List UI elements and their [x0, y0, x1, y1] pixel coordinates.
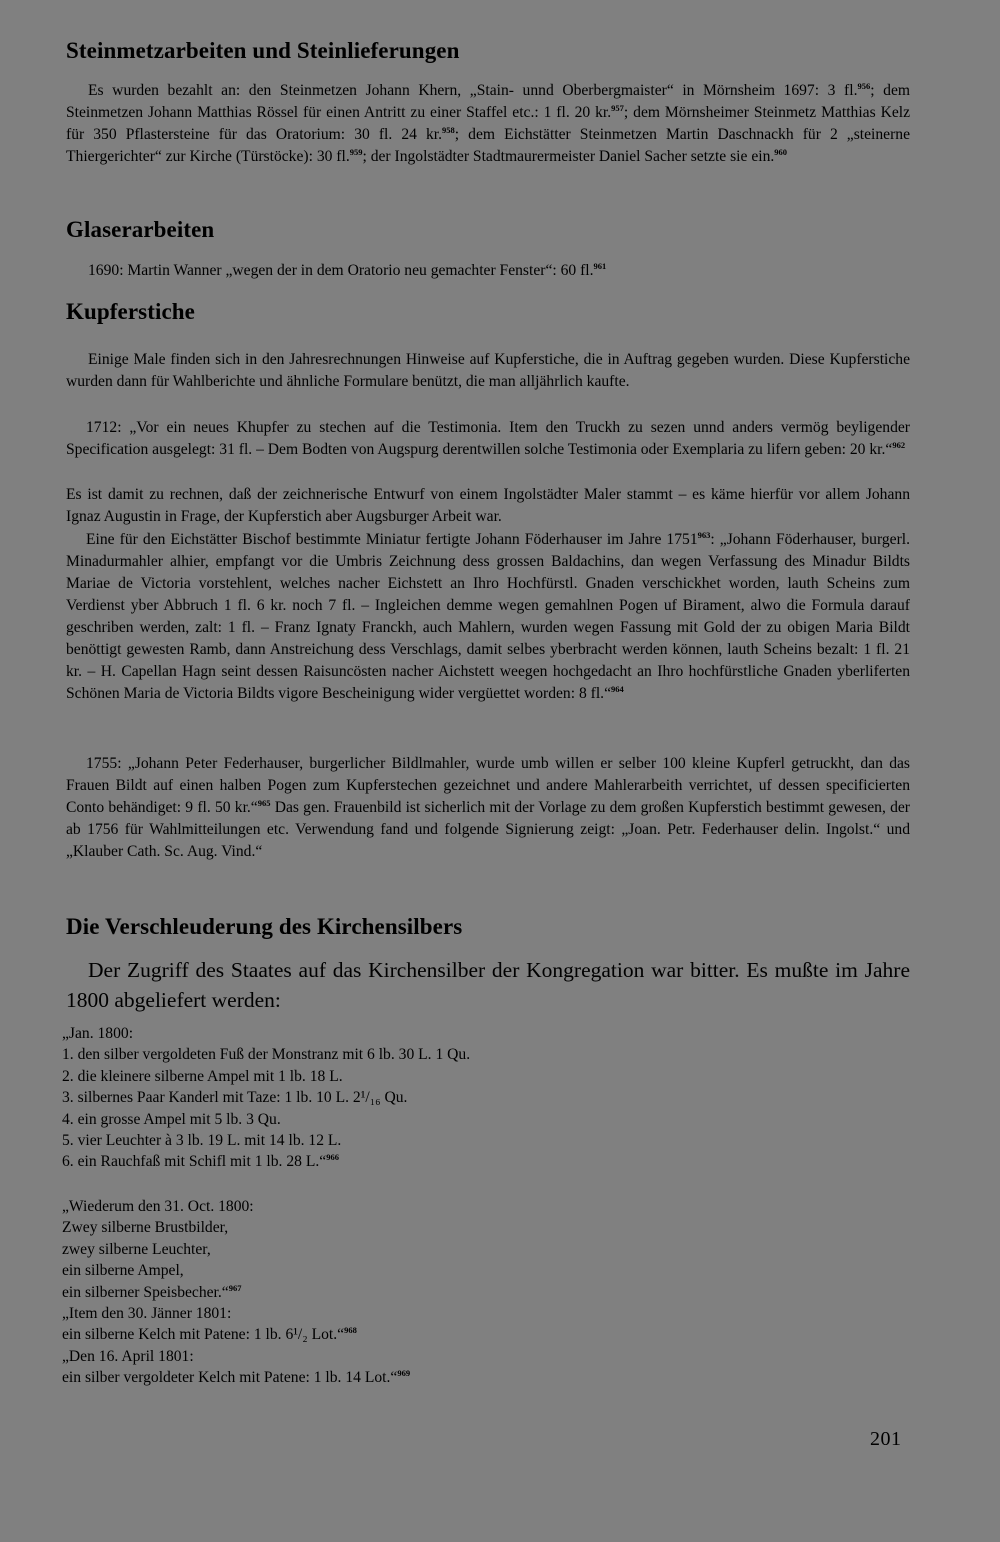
list-item: 4. ein grosse Ampel mit 5 lb. 3 Qu.: [62, 1110, 281, 1128]
text-run: 1712: „Vor ein neues Khupfer zu stechen auf die Testimonia. Item den Truckh zu sezen unnd anders vermög beyligender Specification ausgelegt: 31 fl. – Dem Bodten von Augspurg derentwillen solche Testimonia oder Exemplaria zu lifern geben: 20 kr.“: [66, 419, 910, 458]
list-item: „Jan. 1800:: [62, 1025, 134, 1042]
list-item: „Item den 30. Jänner 1801:: [62, 1305, 232, 1323]
paragraph-kupfer-1755: [66, 753, 910, 863]
text-run: ein silberner Speisbecher.“: [62, 1283, 229, 1301]
text-run: 1690: Martin Wanner „wegen der in dem Oratorio neu gemachter Fenster“: 60 fl.: [88, 262, 594, 279]
text-run: 6. ein Rauchfaß mit Schifl mit 1 lb. 28 L.“: [62, 1153, 327, 1171]
footnote-ref: 965: [257, 798, 271, 808]
footnote-ref: 968: [344, 1325, 357, 1336]
section-heading-kirchensilber: Die Verschleuderung des Kirchensilbers: [66, 914, 463, 939]
silver-list-jan-1800: [62, 1023, 470, 1173]
page-number: 201: [870, 1428, 902, 1450]
list-item: 1. den silber vergoldeten Fuß der Monstranz mit 6 lb. 30 L. 1 Qu.: [62, 1046, 471, 1064]
footnote-ref: 959: [349, 147, 363, 157]
text-run: Es wurden bezahlt an: den Steinmetzen Johann Khern, „Stain- unnd Oberbergmaister“ in Mörnsheim 1697: 3 fl.: [88, 82, 858, 99]
text-run: ; dem Steinmetzen Johann Matthias Rössel für einen Antritt zu einer Staffel etc.: 1 fl. 20 kr.: [66, 82, 910, 121]
list-item: Zwey silberne Brustbilder,: [62, 1219, 229, 1237]
paragraph-kupfer-entwurf: Es ist damit zu rechnen, daß der zeichnerische Entwurf von einem Ingolstädter Maler stammt – es käme hierfür vor allem Johann Ignaz Augustin in Frage, der Kupferstich aber Augsburger Arbeit war.: [66, 486, 910, 525]
section-heading-steinmetzarbeiten: Steinmetzarbeiten und Steinlieferungen: [66, 38, 460, 63]
list-item: [62, 1324, 410, 1345]
footnote-ref: 969: [397, 1368, 411, 1379]
text-run: ein silberne Kelch mit Patene: 1 lb. 6¹/₂ Lot.“: [62, 1326, 345, 1344]
text-run: : „Johann Föderhauser, burgerl. Minadurmahler alhier, empfangt vor die Umbris Zeichnung dess grossen Baldachins, dan wegen Verfassung des Minadur Bildts Mariae de Victoria vorstehlent, welches nacher Eichstett an Ihro Hochfürstl. Gnaden verschickhet worden, lauth Scheins zum Verdienst yber Abbruch 1 fl. 6 kr. noch 7 fl. – Ingleichen demme wegen gemahlnen Pogen uf Birament, alwo die Formula darauf geschriben werden, zalt: 1 fl. – Franz Ignaty Franckh, auch Mahlern, wurden wegen Fassung mit Gold der zu obigen Maria Bildt benöttigt gewesten Ramb, dann Anstreichung dess Verschlags, damit selbes yberbracht werden können, lauth Scheins bezalt: 1 fl. 21 kr. – H. Capellan Hagn seint dessen Raisuncösten nacher Aichstett weegen hochgedacht an Ihro hochfürstliche Gnaden yberliferten Schönen Maria de Victoria Bildts vigore Bescheinigung wider vergüettet worden: 8 fl.“: [66, 531, 911, 702]
text-run: ; der Ingolstädter Stadtmaurermeister Daniel Sacher setzte sie ein.: [362, 148, 775, 165]
lead-paragraph-silber: Der Zugriff des Staates auf das Kirchensilber der Kongregation war bitter. Es mußte im Jahre 1800 abgeliefert werden:: [66, 958, 910, 1012]
footnote-ref: 958: [442, 125, 455, 135]
silver-list-oct-1800: [62, 1196, 410, 1389]
list-item: [62, 1151, 470, 1172]
footnote-ref: 961: [593, 261, 607, 271]
footnote-ref: 963: [697, 530, 711, 540]
list-item: ein silberne Ampel,: [62, 1262, 184, 1280]
text-run: Eine für den Eichstätter Bischof bestimmte Miniatur fertigte Johann Föderhauser im Jahre 1751: [86, 531, 698, 548]
footnote-ref: 960: [774, 147, 788, 157]
paragraph-kupfer-intro: Einige Male finden sich in den Jahresrechnungen Hinweise auf Kupferstiche, die in Auftrag gegeben wurden. Diese Kupferstiche wurden dann für Wahlberichte und ähnliche Formulare benützt, die man alljährlich kaufte.: [66, 351, 910, 390]
footnote-ref: 957: [611, 103, 624, 113]
list-item: [62, 1367, 410, 1388]
list-item: [62, 1282, 410, 1303]
text-run: Das gen. Frauenbild ist sicherlich mit der Vorlage zu dem großen Kupferstich bestimmt gewesen, der ab 1756 für Wahlmitteilungen etc. Verwendung fand und folgende Signierung zeigt: „Joan. Petr. Federhauser delin. Ingolst.“ und „Klauber Cath. Sc. Aug. Vind.“: [66, 799, 910, 860]
list-item: zwey silberne Leuchter,: [62, 1240, 211, 1258]
text-run: 1755: „Johann Peter Federhauser, burgerlicher Bildlmahler, wurde umb willen er selber 100 kleine Kupferl getruckht, dan das Frauen Bildt auf einen halben Pogen zum Kupferstechen gezeichnet und andere Mahlerarbeith verrichtet, uf dessen specificierten Conto behändiget: 9 fl. 50 kr.“: [66, 755, 910, 816]
footnote-ref: 967: [228, 1282, 242, 1293]
section-heading-glaserarbeiten: Glaserarbeiten: [66, 217, 215, 242]
paragraph-kupfer-1712: [66, 417, 910, 461]
list-item: 2. die kleinere silberne Ampel mit 1 lb. 18 L.: [62, 1067, 343, 1085]
footnote-ref: 956: [857, 81, 871, 91]
list-item: „Den 16. April 1801:: [62, 1347, 194, 1365]
text-run: ; dem Mörnsheimer Steinmetz Matthias Kelz für 350 Pflastersteine für das Oratorium: 30 fl. 24 kr.: [66, 104, 911, 143]
footnote-ref: 966: [326, 1152, 339, 1163]
list-item: 3. silbernes Paar Kanderl mit Taze: 1 lb. 10 L. 2¹/₁₆ Qu.: [62, 1089, 408, 1107]
list-item: „Wiederum den 31. Oct. 1800:: [62, 1198, 254, 1215]
paragraph-kupfer-1751: [66, 529, 910, 705]
footnote-ref: 964: [611, 684, 624, 694]
text-run: ; dem Eichstätter Steinmetzen Martin Daschnackh für 2 „steinerne Thiergerichter“ zur Kirche (Türstöcke): 30 fl.: [66, 126, 911, 165]
section-heading-kupferstiche: Kupferstiche: [66, 299, 195, 324]
footnote-ref: 962: [892, 440, 906, 450]
list-item: 5. vier Leuchter à 3 lb. 19 L. mit 14 lb. 12 L.: [62, 1132, 342, 1150]
paragraph-steinmetz: [66, 80, 910, 168]
paragraph-glaser: [66, 260, 910, 282]
text-run: ein silber vergoldeter Kelch mit Patene: 1 lb. 14 Lot.“: [62, 1369, 398, 1387]
